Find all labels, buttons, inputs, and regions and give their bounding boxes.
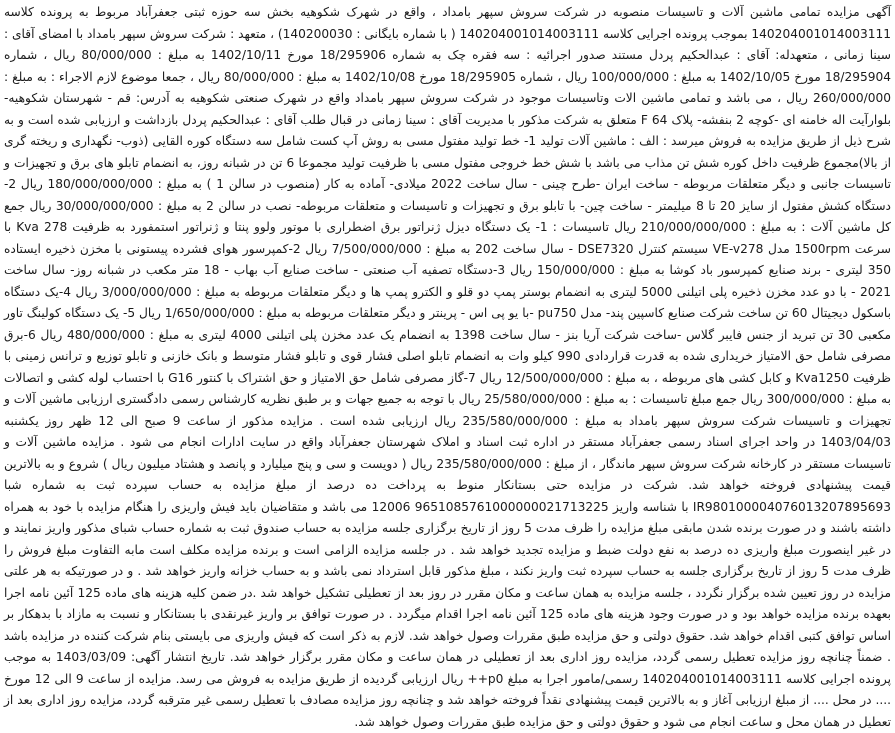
auction-notice-text: آگهی مزایده تمامی ماشین آلات و تاسیسات منصوبه در شرکت سروش سپهر بامداد ، واقع در شهرک شکوهیه بخش سه حوزه ثبتی جعفرآباد مربوط به پرونده کلاسه 140204001014003111 بموجب پرونده اجرایی کلاسه 140204001014003111 ( با شماره بایگانی : 140200030) ، متعهد : شرکت سروش سپهر بامداد با امضای آقای : سینا زمانی ، متعهدله: آقای : عبدالحکیم پردل مستند صدور اجرائیه : سه فقره چک به شماره 18/295906 مورخ 1402/10/11 به مبلغ : 80/000/000 ریال ، شماره 18/295904 مورخ 1402/10/05 به مبلغ : 100/000/000 ریال ، شماره 18/295905 مورخ 1402/10/08 به مبلغ : 80/000/000 ریال ، جمعا موضوع لازم الاجراء : به مبلغ : 260/000/000 ریال ، می باشد و تمامی ماشین الات وتاسیسات موجود در شرکت سروش سپهر بامداد واقع در شهرک صنعتی شکوهیه به آدرس: قم - شهرستان شکوهیه- بلوارآیت اله خامنه ای -کوچه 2 بنفشه- پلاک F 64 متعلق به شرکت مذکور با مدیریت آقای : سینا زمانی در قبال طلب آقای : عبدالحکیم پردل بازداشت و ارزیابی شده است و به شرح ذیل از طریق مزایده به فروش میرسد : الف : ماشین آلات تولید 1- خط تولید مفتول مسی به روش آپ کست شامل سه دستگاه کوره القایی (ذوب- نگهداری و ریخته گری از بالا)مجموع ظرفیت داخل کوره شش تن مذاب می باشد با شش خط خروجی مفتول مسی با ظرفیت تولید مجموعا 6 تن در شبانه روز، به انضمام تابلو های برق و تجهیزات و تاسیسات جانبی و دیگر متعلقات مربوطه - ساخت ایران -طرح چینی - سال ساخت 2022 میلادی- آماده به کار (منصوب در سالن 1 ) به مبلغ : 180/000/000/000 ریال 2- دستگاه کشش مفتول از سایز 20 تا 8 میلیمتر - ساخت چین- با تابلو برق و تجهیزات و تاسیسات و متعلقات مربوطه- نصب در سالن 2 به مبلغ : 30/000/000/000 ریال جمع کل ماشین آلات : به مبلغ : 210/000/000/000 ریال تاسیسات : 1- یک دستگاه دیزل ژنراتور برق اضطراری با موتور ولوو پنتا و ژنراتور استمفورد به ظرفیت 278 Kva با سرعت 1500rpm مدل VE-v278 سیستم کنترل DSE7320 - سال ساخت 202 به مبلغ : 7/500/000/000 ریال 2-کمپرسور هوای فشرده پیستونی با مخزن ذخیره ایستاده 350 لیتری - برند صنایع کمپرسور باد کوشا به مبلغ : 150/000/000 ریال 3-دستگاه تصفیه آب صنعتی - ساخت صنایع آب بهاب - 18 متر مکعب در شبانه روز- سال ساخت 2021 - با دو عدد مخزن ذخیره پلی اتیلنی 5000 لیتری به انضمام بوستر پمپ دو قلو و الکترو پمپ ها و دیگر متعلقات مربوطه به مبلغ : 3/000/000/000 ریال 4-یک دستگاه باسکول دیجیتال 60 تن ساخت شرکت صنایع کاسپین پند- مدل pu750 -با یو پی اس - پرینتر و دیگر متعلقات مربوطه به مبلغ : 1/650/000/000 ریال 5- یک دستگاه کولینگ تاور مکعبی 30 تن تبرید از جنس فایبر گلاس -ساخت شرکت آریا بنز - سال ساخت 1398 به انضمام یک عدد مخزن پلی اتیلنی 4000 لیتری به مبلغ : 480/000/000 ریال 6-برق مصرفی شامل حق الامتیاز خریداری شده به قدرت قراردادی 990 کیلو وات به انضمام تابلو اصلی فشار قوی و تابلو فشار متوسط و بانک خازنی و تابلو توزیع و ترانس زمینی با ظرفیت Kva1250 و کابل کشی های مربوطه ، به مبلغ : 12/500/000/000 ریال 7-گاز مصرفی شامل حق الامتیاز و حق اشتراک با کنتور G16 با احتساب لوله کشی و اتصالات به مبلغ : 300/000/000 ریال جمع مبلغ تاسیسات : به مبلغ : 25/580/000/000 ریال با توجه به جمیع جهات و بر طبق نظریه کارشناس رسمی دادگستری ارزیابی ماشین آلات و تجهیزات و تاسیسات شرکت سروش سپهر بامداد به مبلغ : 235/580/000/000 ریال ارزیابی شده است . مزایده مذکور از ساعت 9 صبح الی 12 ظهر روز یکشنبه 1403/04/03 در واحد اجرای اسناد رسمی جعفرآباد مستقر در اداره ثبت اسناد و املاک شهرستان جعفرآباد واقع در سایت ادارات انجام می شود . مزایده ماشین آلات و تاسیسات مستقر در کارخانه شرکت سروش سپهر ماندگار ، از مبلغ : 235/580/000/000 ریال ( دویست و سی و پنج میلیارد و پانصد و هشتاد میلیون ریال ) شروع و به بالاترین قیمت پیشنهادی فروخته خواهد شد. شرکت در مزایده حتی بستانکار منوط به پرداخت ده درصد از مبلغ مزایده به حساب سپرده ثبت به شماره شبا IR980100004076013207895693 با شناسه واریز 9651085761000000021713225 12006 می باشد و متقاضیان باید فیش واریزی را هنگام مزایده با خود به همراه داشته باشند و در صورت برنده شدن مابقی مبلغ مزایده را ظرف مدت 5 روز از تاریخ برگزاری جلسه مزایده به حساب صندوق ثبت به شماره حساب شبای مذکور واریز نمایند و در غیر اینصورت مبلغ واریزی ده درصد به نفع دولت ضبط و مزایده تجدید خواهد شد . در جلسه مزایده الزامی است و برنده مزایده مکلف است مابه التفاوت مبلغ فروش را ظرف مدت 5 روز از تاریخ برگزاری جلسه به حساب سپرده ثبت واریز نکند ، مبلغ مذکور قابل استرداد نمی باشد و به حساب خزانه واریز خواهد شد . و در صورتیکه به هر علتی مزایده در روز تعیین شده برگزار نگردد ، جلسه مزایده به همان ساعت و مکان مقرر در روز بعد از تعطیلی تشکیل خواهد شد .در ضمن کلیه هزینه های ماده 125 آئین نامه اجرا بعهده برنده مزایده خواهد بود و در صورت وجود هزینه های ماده 125 آئین نامه اجرا اقدام میگردد . در صورت توافق بر واریز غیرنقدی با بستانکار و نسبت به مازاد با بدهکار بر اساس توافق کتبی اقدام خواهد شد. حقوق دولتی و حق مزایده طبق مقررات وصول خواهد شد. لازم به ذکر است که فیش واریزی می بایستی بنام شرکت کننده در مزایده باشد . ضمناً چنانچه روز مزایده تعطیل رسمی گردد، مزایده روز اداری بعد از تعطیلی در همان ساعت و مکان مقرر برگزار خواهد شد. تاریخ انتشار آگهی: 1403/03/09 به موجب پرونده اجرایی کلاسه 140204001014003111 رسمی/مامور اجرا به مبلغ p0++ ریال ارزیابی گردیده از طریق مزایده به فروش می رسد. مزایده از ساعت 9 الی 12 مورخ .... در محل .... از مبلغ ارزیابی آغاز و به بالاترین قیمت پیشنهادی نقداً فروخته خواهد شد و چنانچه روز مزایده مصادف با تعطیل رسمی غیر مترقبه گردد، مزایده روز اداری بعد از تعطیل در همان محل و ساعت انجام می شود و حقوق دولتی و حق مزایده طبق مقررات وصول خواهد شد. xyxy=(4,5,892,729)
